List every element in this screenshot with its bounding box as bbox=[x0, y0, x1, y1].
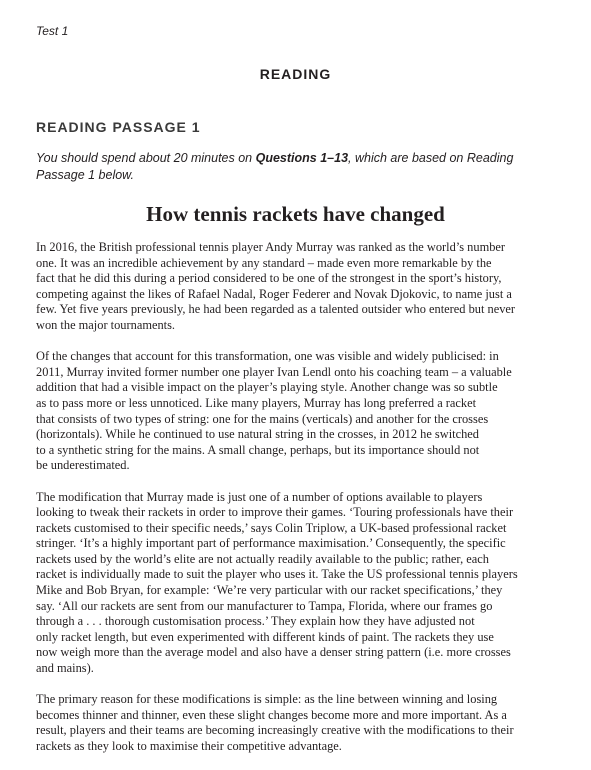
paragraph-line: looking to tweak their rackets in order to improve their games. ‘Touring professionals have their bbox=[36, 505, 514, 520]
paragraph-line: and mains). bbox=[36, 661, 94, 676]
paragraph-line: now weigh more than the average model and also have a denser string pattern (i.e. more crosses bbox=[36, 645, 511, 660]
paragraph-line: won the major tournaments. bbox=[36, 317, 176, 332]
paragraph-line: result, players and their teams are becoming increasingly creative with the modifications to their bbox=[36, 723, 514, 738]
paragraph-line: racket is individually made to suit the player who uses it. Take the US professional tennis players bbox=[36, 567, 518, 582]
paragraph-line: rackets as they look to maximise their competitive advantage. bbox=[36, 739, 342, 753]
instructions-line: Passage 1 below. bbox=[36, 168, 134, 182]
paragraph-line: addition that had a visible impact on the player’s playing style. Another change was so subtle bbox=[36, 380, 498, 395]
paragraph-line: through a . . . thorough customisation process.’ They explain how they have adjusted not bbox=[36, 614, 475, 629]
article-body bbox=[36, 240, 551, 770]
paragraph bbox=[36, 692, 551, 754]
paragraph-line: be underestimated. bbox=[36, 458, 130, 473]
paragraph bbox=[36, 490, 551, 677]
paragraph-line: In 2016, the British professional tennis player Andy Murray was ranked as the world’s number bbox=[36, 240, 506, 254]
paragraph-line: few. Yet five years previously, he had been regarded as a talented outsider who entered but never bbox=[36, 302, 516, 317]
paragraph-line: The primary reason for these modifications is simple: as the line between winning and losing bbox=[36, 692, 498, 707]
questions-range: Questions 1–13 bbox=[255, 151, 349, 165]
instructions-line: You should spend about 20 minutes on Questions 1–13, which are based on Reading bbox=[36, 151, 514, 165]
paragraph-line: The modification that Murray made is just one of a number of options available to players bbox=[36, 489, 483, 504]
paragraph-line: to a synthetic string for the mains. A small change, perhaps, but its importance should not bbox=[36, 442, 480, 457]
passage-title: READING PASSAGE 1 bbox=[36, 119, 201, 135]
paragraph-line: competing against the likes of Rafael Nadal, Roger Federer and Novak Djokovic, to name just a bbox=[36, 286, 512, 301]
paragraph-line: only racket length, but even experimented with different kinds of paint. The rackets they use bbox=[36, 629, 494, 644]
instructions bbox=[36, 150, 556, 184]
paragraph-line: say. ‘All our rackets are sent from our manufacturer to Tampa, Florida, where our frames go bbox=[36, 598, 493, 613]
paragraph-line: (horizontals). While he continued to use natural string in the crosses, in 2012 he switched bbox=[36, 427, 479, 442]
paragraph-line: becomes thinner and thinner, even these slight changes become more and more important. As a bbox=[36, 707, 507, 722]
paragraph-line: fact that he did this during a period considered to be one of the strongest in the sport’s history, bbox=[36, 271, 502, 286]
paragraph-line: Of the changes that account for this transformation, one was visible and widely publicised: in bbox=[36, 349, 499, 364]
paragraph-line: rackets customised to their specific needs,’ says Colin Triplow, a UK-based professional racket bbox=[36, 520, 507, 535]
paragraph bbox=[36, 240, 551, 334]
paragraph-line: that consists of two types of string: one for the mains (verticals) and another for the crosses bbox=[36, 411, 489, 426]
paragraph bbox=[36, 349, 551, 474]
article-title: How tennis rackets have changed bbox=[146, 202, 445, 226]
paragraph-line: as to pass more or less unnoticed. Like many players, Murray has long preferred a racket bbox=[36, 395, 477, 410]
section-title: READING bbox=[259, 66, 332, 82]
paragraph-line: rackets used by the world’s elite are not actually readily available to the public; rather, each bbox=[36, 551, 489, 566]
paragraph-line: one. It was an incredible achievement by any standard – made even more remarkable by the bbox=[36, 255, 492, 270]
paragraph-line: 2011, Murray invited former number one player Ivan Lendl onto his coaching team – a valuable bbox=[36, 364, 512, 379]
test-label: Test 1 bbox=[36, 24, 69, 38]
paragraph-line: stringer. ‘It’s a highly important part of performance maximisation.’ Consequently, the specific bbox=[36, 536, 506, 551]
paragraph-line: Mike and Bob Bryan, for example: ‘We’re very particular with our racket specifications,’ they bbox=[36, 583, 503, 598]
